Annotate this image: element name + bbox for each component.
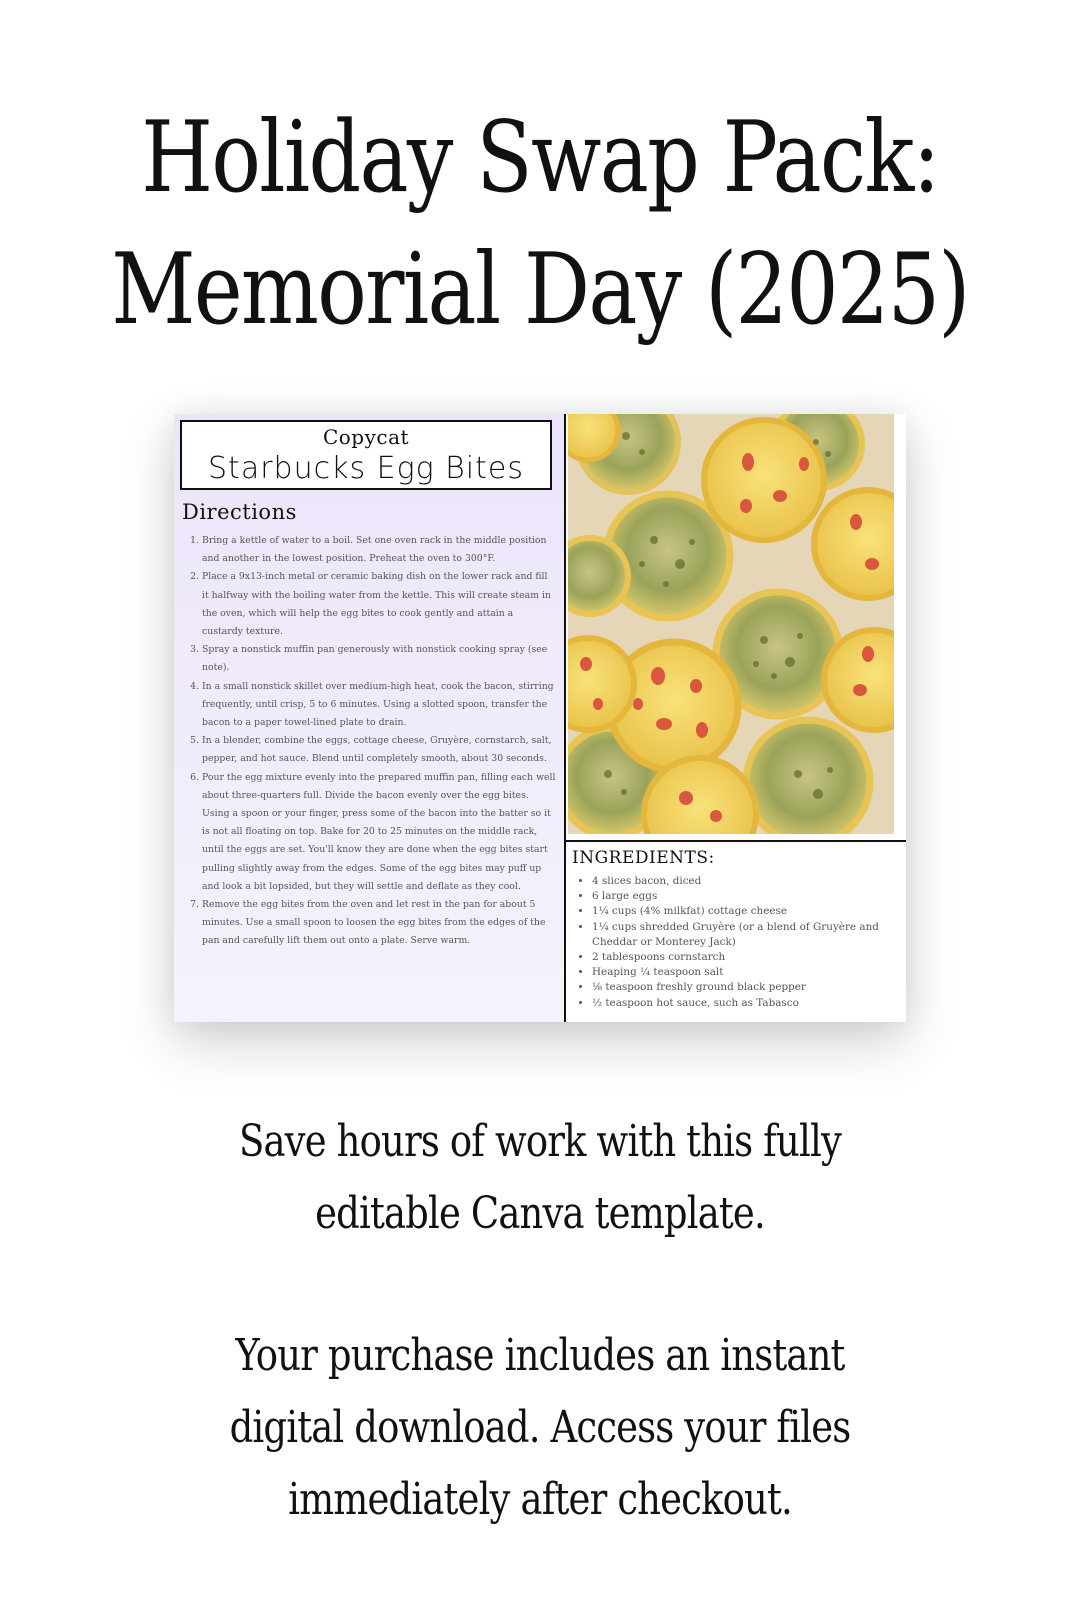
direction-step: 6. Pour the egg mixture evenly into the prepared muffin pan, filling each well about three-quarters full. Divide the bacon evenly over the egg bites. Using a spoon or your finger, press some of the bacon into the batter so it is not all floating on top. Bake for 20 to 25 minutes on the middle rack, until the eggs are set. You'll know they are done when the egg bites start pulling slightly away from the edges. Some of the egg bites may puff up and look a bit lopsided, but they will settle and deflate as they cool.: [202, 769, 556, 896]
ingredient-item: • 6 large eggs: [592, 889, 902, 904]
ingredient-item: • ⅛ teaspoon freshly ground black pepper: [592, 980, 902, 995]
page-title: [86, 92, 993, 356]
horizontal-divider: [566, 840, 906, 842]
direction-step: 1. Bring a kettle of water to a boil. Set one oven rack in the middle position and another in the lowest position. Preheat the oven to 300°F.: [202, 532, 556, 568]
ingredient-item: • 1¼ cups shredded Gruyère (or a blend of Gruyère and Cheddar or Monterey Jack): [592, 920, 902, 950]
recipe-title: Starbucks Egg Bites: [208, 451, 524, 486]
title-line-1: Holiday Swap Pack:: [141, 101, 939, 215]
direction-step: 7. Remove the egg bites from the oven and let rest in the pan for about 5 minutes. Use a small spoon to loosen the egg bites from the edges of the pan and carefully lift them out onto a plate. Serve warm.: [202, 896, 556, 951]
ingredient-item: • ½ teaspoon hot sauce, such as Tabasco: [592, 996, 902, 1011]
directions-list: [182, 532, 556, 951]
vertical-divider: [564, 414, 566, 1022]
ingredients-list: [572, 874, 902, 1011]
ingredient-item: • 1¼ cups (4% milkfat) cottage cheese: [592, 904, 902, 919]
ingredient-item: • Heaping ¼ teaspoon salt: [592, 965, 902, 980]
egg-bites-photo: [568, 414, 894, 834]
recipe-card-preview: [174, 414, 906, 1022]
direction-step: 3. Spray a nonstick muffin pan generously with nonstick cooking spray (see note).: [202, 641, 556, 677]
download-description: Your purchase includes an instant digital download. Access your files immediately after checkout.: [229, 1330, 851, 1525]
title-line-2: Memorial Day (2025): [111, 233, 969, 347]
ingredient-item: • 4 slices bacon, diced: [592, 874, 902, 889]
ingredient-item: • 2 tablespoons cornstarch: [592, 950, 902, 965]
direction-step: 4. In a small nonstick skillet over medium-high heat, cook the bacon, stirring frequently, until crisp, 5 to 6 minutes. Using a slotted spoon, transfer the bacon to a paper towel-lined plate to drain.: [202, 678, 556, 733]
direction-step: 2. Place a 9x13-inch metal or ceramic baking dish on the lower rack and fill it halfway with the boiling water from the kettle. This will create steam in the oven, which will help the egg bites to cook gently and attain a custardy texture.: [202, 568, 556, 641]
ingredients-heading: INGREDIENTS:: [572, 848, 715, 868]
recipe-title-box: [180, 420, 552, 490]
template-description: Save hours of work with this fully editable Canva template.: [239, 1116, 841, 1239]
directions-heading: Directions: [182, 500, 297, 524]
directions-panel: [174, 414, 564, 1022]
egg-bites-illustration: [568, 414, 894, 834]
recipe-title-small: Copycat: [322, 425, 410, 449]
direction-step: 5. In a blender, combine the eggs, cottage cheese, Gruyère, cornstarch, salt, pepper, and hot sauce. Blend until completely smooth, about 30 seconds.: [202, 732, 556, 768]
